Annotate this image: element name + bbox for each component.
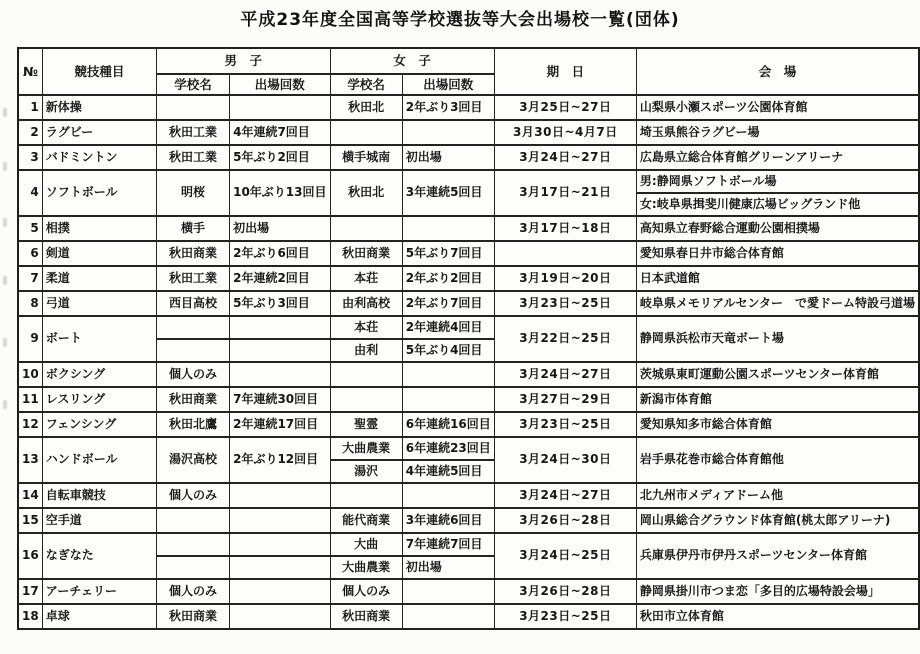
cell-sport: フェンシング	[42, 412, 156, 437]
table-row	[18, 387, 919, 412]
header-venue: 会 場	[636, 48, 919, 95]
cell-girls-count: 6年連続23回目	[402, 437, 494, 460]
cell-sport: 自転車競技	[42, 483, 156, 508]
cell-venue: 静岡県浜松市天竜ボート場	[636, 316, 919, 362]
header-girls-appearances: 出場回数	[402, 74, 494, 95]
cell-no: 3	[18, 145, 42, 170]
cell-girls-school: 秋田北	[330, 170, 402, 216]
cell-date: 3月25日~27日	[494, 95, 636, 120]
cell-date: 3月23日~25日	[494, 604, 636, 629]
cell-date: 3月26日~28日	[494, 508, 636, 533]
cell-girls-school: 能代商業	[330, 508, 402, 533]
cell-boys-count: 10年ぶり13回目	[230, 170, 330, 216]
cell-boys-school	[157, 556, 230, 579]
cell-date: 3月24日~27日	[494, 483, 636, 508]
cell-girls-school: 本荘	[330, 316, 402, 339]
cell-no: 17	[18, 579, 42, 604]
cell-boys-count	[230, 579, 330, 604]
table-row	[18, 533, 919, 556]
cell-sport: 卓球	[42, 604, 156, 629]
cell-boys-count: 初出場	[230, 216, 330, 241]
cell-sport: 空手道	[42, 508, 156, 533]
cell-date: 3月19日~20日	[494, 266, 636, 291]
cell-sport: ラグビー	[42, 120, 156, 145]
cell-venue: 日本武道館	[636, 266, 919, 291]
table-row	[18, 145, 919, 170]
cell-date: 3月24日~30日	[494, 437, 636, 483]
cell-boys-school: 個人のみ	[157, 579, 230, 604]
cell-boys-school: 秋田商業	[157, 604, 230, 629]
cell-girls-count	[402, 387, 494, 412]
table-body	[18, 95, 919, 629]
cell-girls-school: 秋田商業	[330, 604, 402, 629]
cell-girls-school	[330, 483, 402, 508]
cell-girls-count	[402, 120, 494, 145]
cell-sport: ボクシング	[42, 362, 156, 387]
cell-venue-boys: 男:静岡県ソフトボール場	[636, 170, 919, 193]
cell-date: 3月17日~21日	[494, 170, 636, 216]
table-row	[18, 95, 919, 120]
cell-boys-school: 横手	[157, 216, 230, 241]
cell-no: 12	[18, 412, 42, 437]
cell-venue: 愛知県春日井市総合体育館	[636, 241, 919, 266]
cell-girls-school: 湯沢	[330, 460, 402, 483]
cell-date: 3月30日~4月7日	[494, 120, 636, 145]
cell-boys-count	[230, 483, 330, 508]
cell-girls-count: 6年連続16回目	[402, 412, 494, 437]
cell-venue: 山梨県小瀬スポーツ公園体育館	[636, 95, 919, 120]
cell-boys-count: 7年連続30回目	[230, 387, 330, 412]
cell-sport: ハンドボール	[42, 437, 156, 483]
cell-boys-school: 秋田工業	[157, 145, 230, 170]
cell-boys-school	[157, 533, 230, 556]
cell-date: 3月23日~25日	[494, 412, 636, 437]
cell-boys-count	[230, 316, 330, 339]
header-no: №	[18, 48, 42, 95]
cell-venue: 岐阜県メモリアルセンター で愛ドーム特設弓道場	[636, 291, 919, 316]
cell-date: 3月23日~25日	[494, 291, 636, 316]
cell-girls-count: 2年ぶり7回目	[402, 291, 494, 316]
cell-girls-count	[402, 362, 494, 387]
cell-sport: 柔道	[42, 266, 156, 291]
cell-girls-count	[402, 216, 494, 241]
cell-boys-school: 秋田工業	[157, 266, 230, 291]
cell-boys-school: 秋田商業	[157, 387, 230, 412]
cell-sport: ボート	[42, 316, 156, 362]
table-row	[18, 437, 919, 460]
cell-boys-count	[230, 508, 330, 533]
cell-girls-school	[330, 216, 402, 241]
table-row	[18, 241, 919, 266]
cell-venue: 秋田市立体育館	[636, 604, 919, 629]
cell-no: 10	[18, 362, 42, 387]
cell-boys-count: 2年連続2回目	[230, 266, 330, 291]
cell-no: 9	[18, 316, 42, 362]
cell-girls-school: 大曲農業	[330, 437, 402, 460]
participating-schools-table	[17, 47, 920, 630]
cell-boys-school: 秋田北鷹	[157, 412, 230, 437]
cell-boys-school: 個人のみ	[157, 483, 230, 508]
page-title: 平成23年度全国高等学校選抜等大会出場校一覧(団体)	[240, 10, 680, 30]
cell-venue: 兵庫県伊丹市伊丹スポーツセンター体育館	[636, 533, 919, 579]
cell-no: 15	[18, 508, 42, 533]
cell-sport: レスリング	[42, 387, 156, 412]
cell-sport: なぎなた	[42, 533, 156, 579]
cell-no: 5	[18, 216, 42, 241]
cell-date: 3月24日~25日	[494, 533, 636, 579]
table-row	[18, 483, 919, 508]
cell-boys-school: 明桜	[157, 170, 230, 216]
cell-date: 3月17日~18日	[494, 216, 636, 241]
cell-venue: 静岡県掛川市つま恋「多目的広場特設会場」	[636, 579, 919, 604]
cell-girls-school: 聖霊	[330, 412, 402, 437]
cell-girls-count: 3年連続5回目	[402, 170, 494, 216]
cell-girls-count: 5年ぶり4回目	[402, 339, 494, 362]
cell-no: 14	[18, 483, 42, 508]
cell-girls-school: 個人のみ	[330, 579, 402, 604]
header-girls-school: 学校名	[330, 74, 402, 95]
cell-venue: 新潟市体育館	[636, 387, 919, 412]
cell-girls-count	[402, 483, 494, 508]
cell-girls-school: 秋田商業	[330, 241, 402, 266]
header-sport: 競技種目	[42, 48, 156, 95]
cell-girls-school: 大曲	[330, 533, 402, 556]
cell-boys-count	[230, 604, 330, 629]
cell-girls-school	[330, 362, 402, 387]
cell-no: 4	[18, 170, 42, 216]
cell-boys-school	[157, 95, 230, 120]
cell-girls-school: 由利高校	[330, 291, 402, 316]
cell-date: 3月24日~27日	[494, 145, 636, 170]
cell-date: 3月27日~29日	[494, 387, 636, 412]
cell-venue: 岩手県花巻市総合体育館他	[636, 437, 919, 483]
table-row	[18, 316, 919, 339]
cell-girls-count: 初出場	[402, 556, 494, 579]
header-girls: 女 子	[330, 48, 494, 74]
cell-boys-count: 2年ぶり12回目	[230, 437, 330, 483]
table-row	[18, 291, 919, 316]
cell-no: 7	[18, 266, 42, 291]
cell-girls-count: 2年連続4回目	[402, 316, 494, 339]
cell-date: 3月24日~27日	[494, 362, 636, 387]
cell-sport: 相撲	[42, 216, 156, 241]
cell-venue: 岡山県総合グラウンド体育館(桃太郎アリーナ)	[636, 508, 919, 533]
cell-venue: 北九州市メディアドーム他	[636, 483, 919, 508]
cell-girls-count: 7年連続7回目	[402, 533, 494, 556]
cell-venue: 茨城県東町運動公園スポーツセンター体育館	[636, 362, 919, 387]
table-row	[18, 216, 919, 241]
cell-boys-school: 湯沢高校	[157, 437, 230, 483]
table-row	[18, 120, 919, 145]
cell-boys-school: 秋田商業	[157, 241, 230, 266]
cell-girls-count: 2年ぶり2回目	[402, 266, 494, 291]
cell-girls-school: 本荘	[330, 266, 402, 291]
cell-girls-count: 2年ぶり3回目	[402, 95, 494, 120]
cell-girls-count: 3年連続6回目	[402, 508, 494, 533]
cell-girls-school: 横手城南	[330, 145, 402, 170]
cell-girls-school	[330, 120, 402, 145]
header-boys-appearances: 出場回数	[230, 74, 330, 95]
cell-boys-school	[157, 339, 230, 362]
table-row	[18, 170, 919, 193]
cell-boys-count	[230, 339, 330, 362]
cell-girls-count: 初出場	[402, 145, 494, 170]
header-row-groups	[18, 48, 919, 74]
cell-no: 2	[18, 120, 42, 145]
cell-boys-count	[230, 533, 330, 556]
cell-girls-count	[402, 579, 494, 604]
table-header	[18, 48, 919, 95]
cell-sport: アーチェリー	[42, 579, 156, 604]
cell-girls-count	[402, 604, 494, 629]
cell-boys-count	[230, 556, 330, 579]
table-row	[18, 604, 919, 629]
header-boys-school: 学校名	[157, 74, 230, 95]
cell-boys-school: 個人のみ	[157, 362, 230, 387]
cell-boys-count: 2年連続17回目	[230, 412, 330, 437]
cell-boys-count: 4年連続7回目	[230, 120, 330, 145]
table-row	[18, 508, 919, 533]
cell-boys-school: 西目高校	[157, 291, 230, 316]
cell-date: 3月22日~25日	[494, 316, 636, 362]
cell-venue: 埼玉県熊谷ラグビー場	[636, 120, 919, 145]
header-date: 期 日	[494, 48, 636, 95]
cell-venue: 高知県立春野総合運動公園相撲場	[636, 216, 919, 241]
cell-girls-count: 4年連続5回目	[402, 460, 494, 483]
table-row	[18, 266, 919, 291]
header-boys: 男 子	[157, 48, 331, 74]
cell-sport: 弓道	[42, 291, 156, 316]
cell-venue: 愛知県知多市総合体育館	[636, 412, 919, 437]
cell-girls-school: 秋田北	[330, 95, 402, 120]
cell-boys-school: 秋田工業	[157, 120, 230, 145]
cell-boys-count	[230, 95, 330, 120]
cell-girls-school: 由利	[330, 339, 402, 362]
cell-no: 11	[18, 387, 42, 412]
cell-boys-school	[157, 316, 230, 339]
cell-venue: 広島県立総合体育館グリーンアリーナ	[636, 145, 919, 170]
cell-girls-school: 大曲農業	[330, 556, 402, 579]
table-row	[18, 412, 919, 437]
cell-boys-count: 2年ぶり6回目	[230, 241, 330, 266]
cell-boys-school	[157, 508, 230, 533]
cell-boys-count: 5年ぶり2回目	[230, 145, 330, 170]
cell-sport: バドミントン	[42, 145, 156, 170]
cell-no: 13	[18, 437, 42, 483]
cell-girls-count: 5年ぶり7回目	[402, 241, 494, 266]
cell-no: 6	[18, 241, 42, 266]
cell-no: 8	[18, 291, 42, 316]
cell-no: 16	[18, 533, 42, 579]
cell-sport: 新体操	[42, 95, 156, 120]
cell-boys-count: 5年ぶり3回目	[230, 291, 330, 316]
scan-artifact	[1, 100, 9, 480]
cell-boys-count	[230, 362, 330, 387]
cell-sport: ソフトボール	[42, 170, 156, 216]
cell-date: 3月26日~28日	[494, 579, 636, 604]
table-row	[18, 579, 919, 604]
table-row	[18, 362, 919, 387]
cell-girls-school	[330, 387, 402, 412]
cell-date	[494, 241, 636, 266]
cell-venue-girls: 女:岐阜県揖斐川健康広場ビッグランド他	[636, 193, 919, 216]
cell-no: 1	[18, 95, 42, 120]
cell-no: 18	[18, 604, 42, 629]
cell-sport: 剣道	[42, 241, 156, 266]
